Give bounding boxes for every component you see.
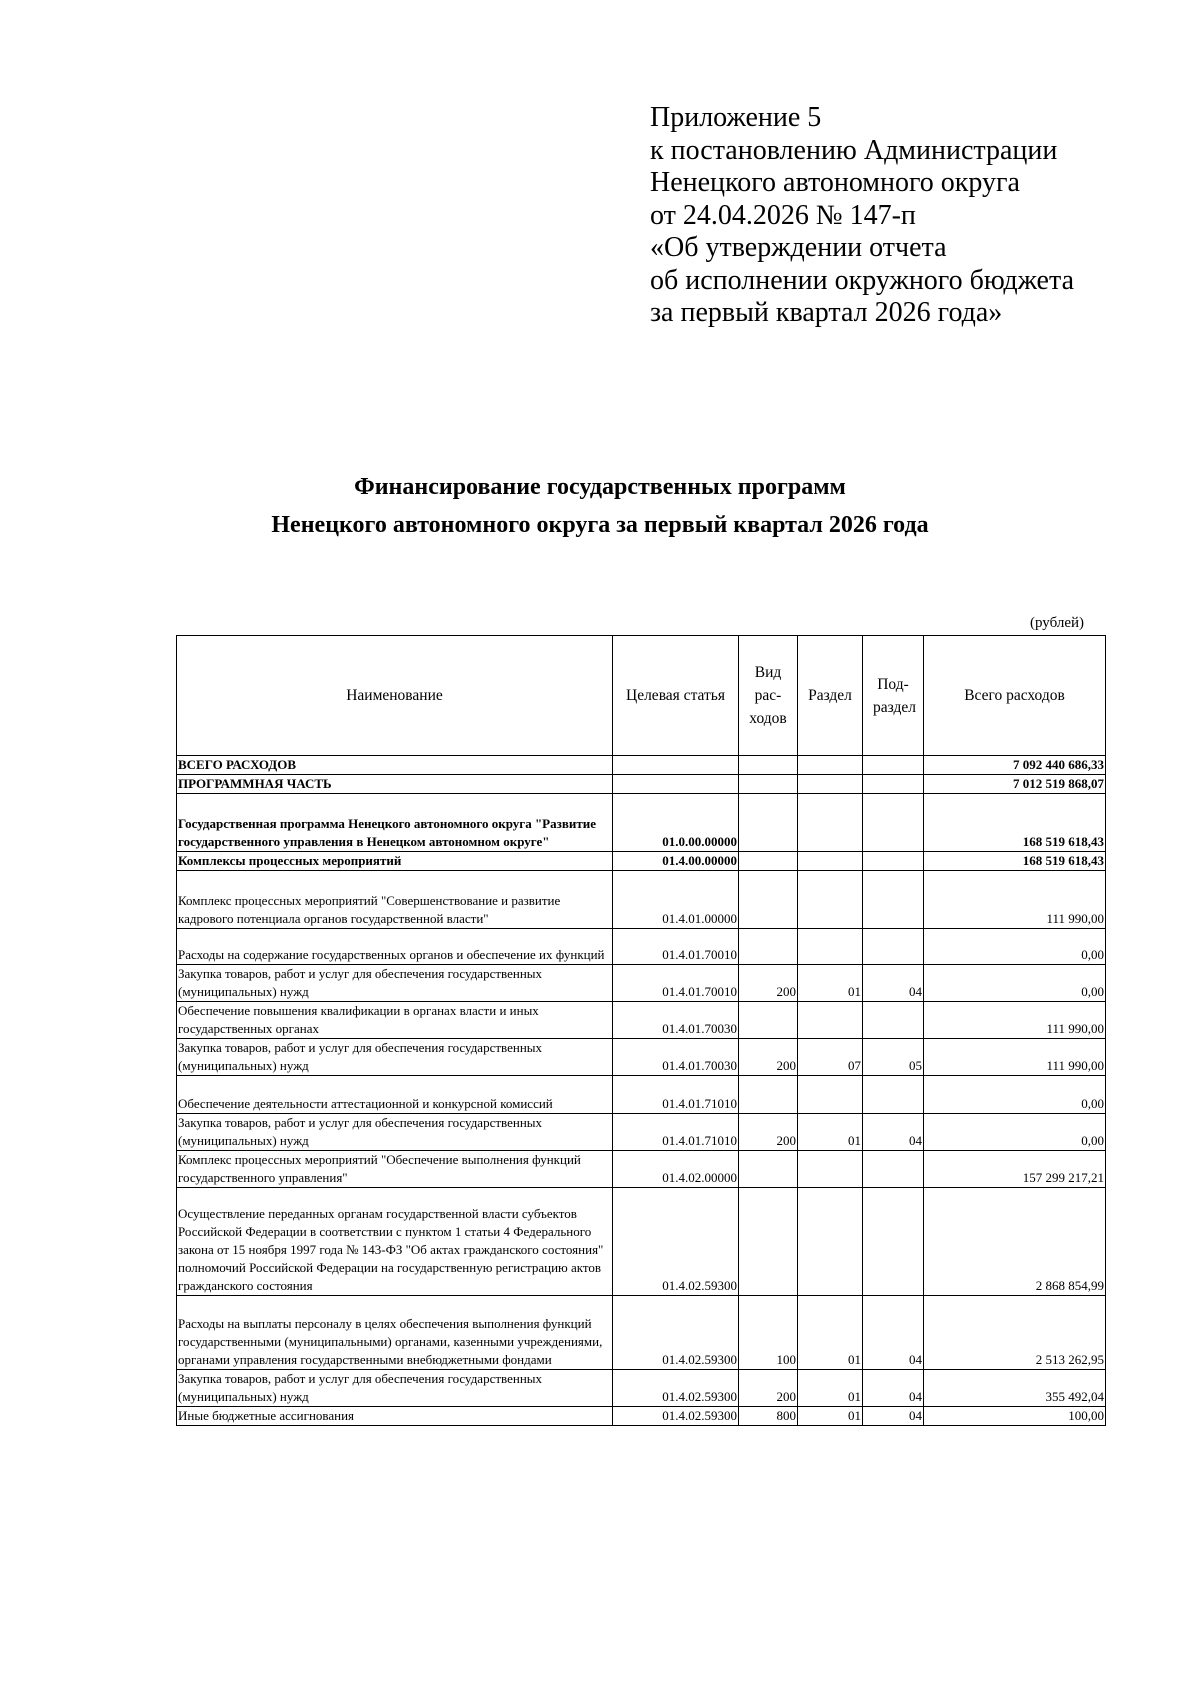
cell-kind: 200 <box>739 1370 798 1407</box>
col-header-subsection: Под- раздел <box>863 636 924 756</box>
table-row <box>177 775 1106 794</box>
cell-kind <box>739 1188 798 1296</box>
table-row <box>177 794 1106 852</box>
header-line: от 24.04.2026 № 147-п <box>650 199 916 231</box>
cell-kind <box>739 756 798 775</box>
cell-section: 07 <box>798 1039 863 1076</box>
cell-kind <box>739 852 798 871</box>
cell-subsection <box>863 775 924 794</box>
col-header-section: Раздел <box>798 636 863 756</box>
table-row <box>177 1039 1106 1076</box>
cell-total: 0,00 <box>924 929 1106 965</box>
cell-total: 7 092 440 686,33 <box>924 756 1106 775</box>
cell-target: 01.4.01.70010 <box>613 929 739 965</box>
cell-total: 7 012 519 868,07 <box>924 775 1106 794</box>
cell-subsection <box>863 1188 924 1296</box>
document-title <box>0 468 1200 544</box>
cell-section <box>798 871 863 929</box>
cell-subsection <box>863 756 924 775</box>
table-row <box>177 756 1106 775</box>
cell-kind: 200 <box>739 1039 798 1076</box>
cell-total: 355 492,04 <box>924 1370 1106 1407</box>
cell-section <box>798 852 863 871</box>
cell-subsection <box>863 929 924 965</box>
spending-table <box>176 635 1106 1426</box>
cell-target: 01.4.00.00000 <box>613 852 739 871</box>
cell-name: Закупка товаров, работ и услуг для обеспечения государственных (муниципальных) нужд <box>177 1370 613 1407</box>
cell-name: Закупка товаров, работ и услуг для обеспечения государственных (муниципальных) нужд <box>177 1039 613 1076</box>
table-header-row <box>177 636 1106 756</box>
cell-target: 01.4.01.70030 <box>613 1039 739 1076</box>
cell-subsection <box>863 852 924 871</box>
cell-target: 01.4.01.71010 <box>613 1076 739 1114</box>
table-row <box>177 1002 1106 1039</box>
table-row <box>177 929 1106 965</box>
unit-label: (рублей) <box>1030 615 1085 631</box>
cell-total: 157 299 217,21 <box>924 1151 1106 1188</box>
header-line: Приложение 5 <box>650 102 822 133</box>
cell-target: 01.4.02.59300 <box>613 1407 739 1426</box>
cell-total: 0,00 <box>924 1114 1106 1151</box>
col-header-kind: Вид рас- ходов <box>739 636 798 756</box>
table-row <box>177 1188 1106 1296</box>
cell-section <box>798 1002 863 1039</box>
cell-name: Обеспечение повышения квалификации в органах власти и иных государственных органах <box>177 1002 613 1039</box>
cell-section <box>798 1151 863 1188</box>
cell-name: Комплекс процессных мероприятий "Совершенствование и развитие кадрового потенциала органов государственной власти" <box>177 871 613 929</box>
cell-subsection: 04 <box>863 1114 924 1151</box>
cell-section <box>798 1188 863 1296</box>
cell-target: 01.4.01.71010 <box>613 1114 739 1151</box>
cell-target: 01.4.01.70030 <box>613 1002 739 1039</box>
table-row <box>177 1296 1106 1370</box>
cell-name: Расходы на содержание государственных органов и обеспечение их функций <box>177 929 613 965</box>
title-line-1: Финансирование государственных программ <box>354 474 846 500</box>
cell-subsection: 05 <box>863 1039 924 1076</box>
cell-name: ПРОГРАММНАЯ ЧАСТЬ <box>177 775 613 794</box>
cell-section: 01 <box>798 1370 863 1407</box>
cell-total: 111 990,00 <box>924 1039 1106 1076</box>
cell-section: 01 <box>798 1296 863 1370</box>
cell-total: 100,00 <box>924 1407 1106 1426</box>
cell-subsection: 04 <box>863 1296 924 1370</box>
cell-subsection <box>863 1151 924 1188</box>
cell-kind: 100 <box>739 1296 798 1370</box>
cell-section <box>798 794 863 852</box>
cell-section: 01 <box>798 1114 863 1151</box>
cell-section <box>798 756 863 775</box>
cell-total: 0,00 <box>924 1076 1106 1114</box>
table-row <box>177 1076 1106 1114</box>
cell-name: Комплексы процессных мероприятий <box>177 852 613 871</box>
cell-target: 01.4.01.00000 <box>613 871 739 929</box>
table-row <box>177 1151 1106 1188</box>
cell-target <box>613 775 739 794</box>
table-row <box>177 1407 1106 1426</box>
cell-subsection <box>863 871 924 929</box>
cell-name: Обеспечение деятельности аттестационной и конкурсной комиссий <box>177 1076 613 1114</box>
cell-name: ВСЕГО РАСХОДОВ <box>177 756 613 775</box>
cell-total: 168 519 618,43 <box>924 852 1106 871</box>
cell-name: Осуществление переданных органам государственной власти субъектов Российской Федерации в соответствии с пунктом 1 статьи 4 Федерального закона от 15 ноября 1997 года № 143-ФЗ "Об актах гражданского состояния" полномочий Российской Федерации на государственную регистрацию актов гражданского состояния <box>177 1188 613 1296</box>
cell-kind <box>739 775 798 794</box>
cell-kind <box>739 1076 798 1114</box>
cell-target: 01.4.02.59300 <box>613 1296 739 1370</box>
cell-name: Закупка товаров, работ и услуг для обеспечения государственных (муниципальных) нужд <box>177 965 613 1002</box>
cell-subsection <box>863 794 924 852</box>
header-line: «Об утверждении отчета <box>650 232 947 263</box>
cell-target: 01.4.02.00000 <box>613 1151 739 1188</box>
cell-subsection: 04 <box>863 1407 924 1426</box>
cell-name: Государственная программа Ненецкого автономного округа "Развитие государственного управления в Ненецком автономном округе" <box>177 794 613 852</box>
cell-name: Расходы на выплаты персоналу в целях обеспечения выполнения функций государственными (муниципальными) органами, казенными учреждениями, органами управления государственными внебюджетными фондами <box>177 1296 613 1370</box>
cell-total: 0,00 <box>924 965 1106 1002</box>
col-header-target: Целевая статья <box>613 636 739 756</box>
cell-subsection <box>863 1002 924 1039</box>
cell-total: 111 990,00 <box>924 1002 1106 1039</box>
cell-kind <box>739 929 798 965</box>
cell-section: 01 <box>798 965 863 1002</box>
col-header-total: Всего расходов <box>924 636 1106 756</box>
cell-section: 01 <box>798 1407 863 1426</box>
cell-total: 111 990,00 <box>924 871 1106 929</box>
table-row <box>177 871 1106 929</box>
cell-target <box>613 756 739 775</box>
cell-kind <box>739 794 798 852</box>
cell-kind <box>739 1151 798 1188</box>
cell-section <box>798 775 863 794</box>
cell-kind <box>739 1002 798 1039</box>
cell-kind: 800 <box>739 1407 798 1426</box>
cell-target: 01.4.01.70010 <box>613 965 739 1002</box>
title-line-2: Ненецкого автономного округа за первый квартал 2026 года <box>271 512 929 538</box>
appendix-header <box>650 102 1170 330</box>
cell-name: Иные бюджетные ассигнования <box>177 1407 613 1426</box>
cell-kind: 200 <box>739 965 798 1002</box>
header-line: к постановлению Администрации <box>650 134 1058 166</box>
cell-target: 01.4.02.59300 <box>613 1370 739 1407</box>
col-header-name: Наименование <box>177 636 613 756</box>
cell-section <box>798 929 863 965</box>
cell-name: Закупка товаров, работ и услуг для обеспечения государственных (муниципальных) нужд <box>177 1114 613 1151</box>
table-row <box>177 852 1106 871</box>
header-line: за первый квартал 2026 года» <box>650 297 1003 328</box>
cell-total: 2 513 262,95 <box>924 1296 1106 1370</box>
cell-kind: 200 <box>739 1114 798 1151</box>
cell-subsection: 04 <box>863 1370 924 1407</box>
header-line: об исполнении окружного бюджета <box>650 264 1074 296</box>
cell-section <box>798 1076 863 1114</box>
cell-target: 01.0.00.00000 <box>613 794 739 852</box>
table-body <box>177 756 1106 1426</box>
table-row <box>177 965 1106 1002</box>
table-row <box>177 1370 1106 1407</box>
cell-subsection: 04 <box>863 965 924 1002</box>
cell-name: Комплекс процессных мероприятий "Обеспечение выполнения функций государственного управления" <box>177 1151 613 1188</box>
cell-subsection <box>863 1076 924 1114</box>
header-line: Ненецкого автономного округа <box>650 167 1020 198</box>
cell-target: 01.4.02.59300 <box>613 1188 739 1296</box>
table-row <box>177 1114 1106 1151</box>
cell-total: 2 868 854,99 <box>924 1188 1106 1296</box>
cell-kind <box>739 871 798 929</box>
cell-total: 168 519 618,43 <box>924 794 1106 852</box>
